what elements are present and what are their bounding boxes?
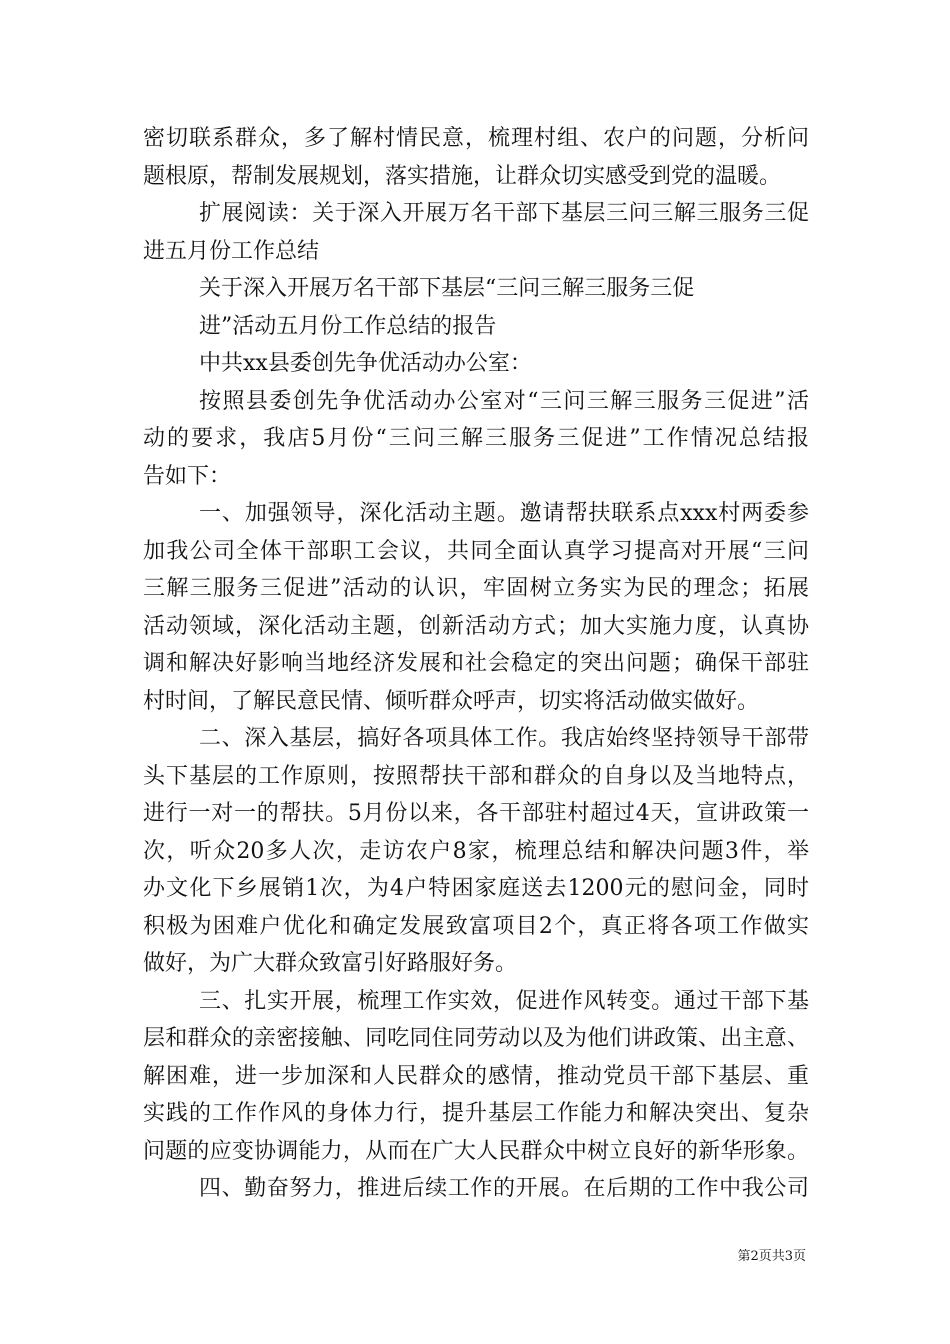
text-line: 头下基层的工作原则，按照帮扶干部和群众的自身以及当地特点， (143, 763, 809, 789)
text-line: 村时间，了解民意民情、倾听群众呼声，切实将活动做实做好。 (143, 688, 760, 714)
text-line: 扩展阅读：关于深入开展万名干部下基层三问三解三服务三促 (199, 201, 809, 226)
text-line: 动的要求，我店5月份“三问三解三服务三促进”工作情况总结报 (143, 426, 809, 451)
text-line: 进行一对一的帮扶。5月份以来，各干部驻村超过4天，宣讲政策一 (143, 801, 809, 826)
text-line: 积极为困难户优化和确定发展致富项目2个，真正将各项工作做实 (143, 913, 809, 939)
text-line: 实践的工作作风的身体力行，提升基层工作能力和解决突出、复杂 (143, 1101, 809, 1126)
text-line: 三解三服务三促进”活动的认识，牢固树立务实为民的理念；拓展 (143, 576, 809, 601)
text-line: 四、勤奋努力，推进后续工作的开展。在后期的工作中我公司 (199, 1176, 809, 1201)
text-line: 三、扎实开展，梳理工作实效，促进作风转变。通过干部下基 (199, 988, 809, 1014)
page-number: 第2页共3页 (737, 1249, 806, 1264)
text-line: 次，听众20多人次，走访农户8家，梳理总结和解决问题3件，举 (143, 838, 809, 864)
text-line: 解困难，进一步加深和人民群众的感情，推动党员干部下基层、重 (143, 1063, 809, 1089)
text-line: 调和解决好影响当地经济发展和社会稳定的突出问题；确保干部驻 (143, 651, 809, 676)
text-line: 做好，为广大群众致富引好路服好务。 (143, 951, 518, 976)
text-line: 问题的应变协调能力，从而在广大人民群众中树立良好的新华形象。 (143, 1138, 809, 1164)
text-line: 加我公司全体干部职工会议，共同全面认真学习提高对开展“三问 (143, 538, 809, 564)
text-line: 二、深入基层，搞好各项具体工作。我店始终坚持领导干部带 (199, 726, 809, 751)
text-line: 题根原，帮制发展规划，落实措施，让群众切实感受到党的温暖。 (143, 163, 782, 189)
document-body (143, 120, 809, 1208)
text-line: 进”活动五月份工作总结的报告 (199, 313, 497, 339)
text-line: 中共xx县委创先争优活动办公室： (199, 351, 532, 376)
text-line: 一、加强领导，深化活动主题。邀请帮扶联系点xxx村两委参 (199, 501, 809, 526)
text-line: 活动领域，深化活动主题，创新活动方式；加大实施力度，认真协 (143, 613, 809, 639)
text-line: 进五月份工作总结 (143, 238, 320, 264)
text-line: 关于深入开展万名干部下基层“三问三解三服务三促 (199, 276, 695, 301)
text-line: 密切联系群众，多了解村情民意，梳理村组、农户的问题，分析问 (143, 126, 809, 151)
text-line: 告如下： (143, 463, 232, 489)
text-line: 按照县委创先争优活动办公室对“三问三解三服务三促进”活 (199, 388, 809, 414)
text-line: 层和群众的亲密接触、同吃同住同劳动以及为他们讲政策、出主意、 (143, 1026, 809, 1051)
text-line: 办文化下乡展销1次，为4户特困家庭送去1200元的慰问金，同时 (143, 876, 809, 901)
